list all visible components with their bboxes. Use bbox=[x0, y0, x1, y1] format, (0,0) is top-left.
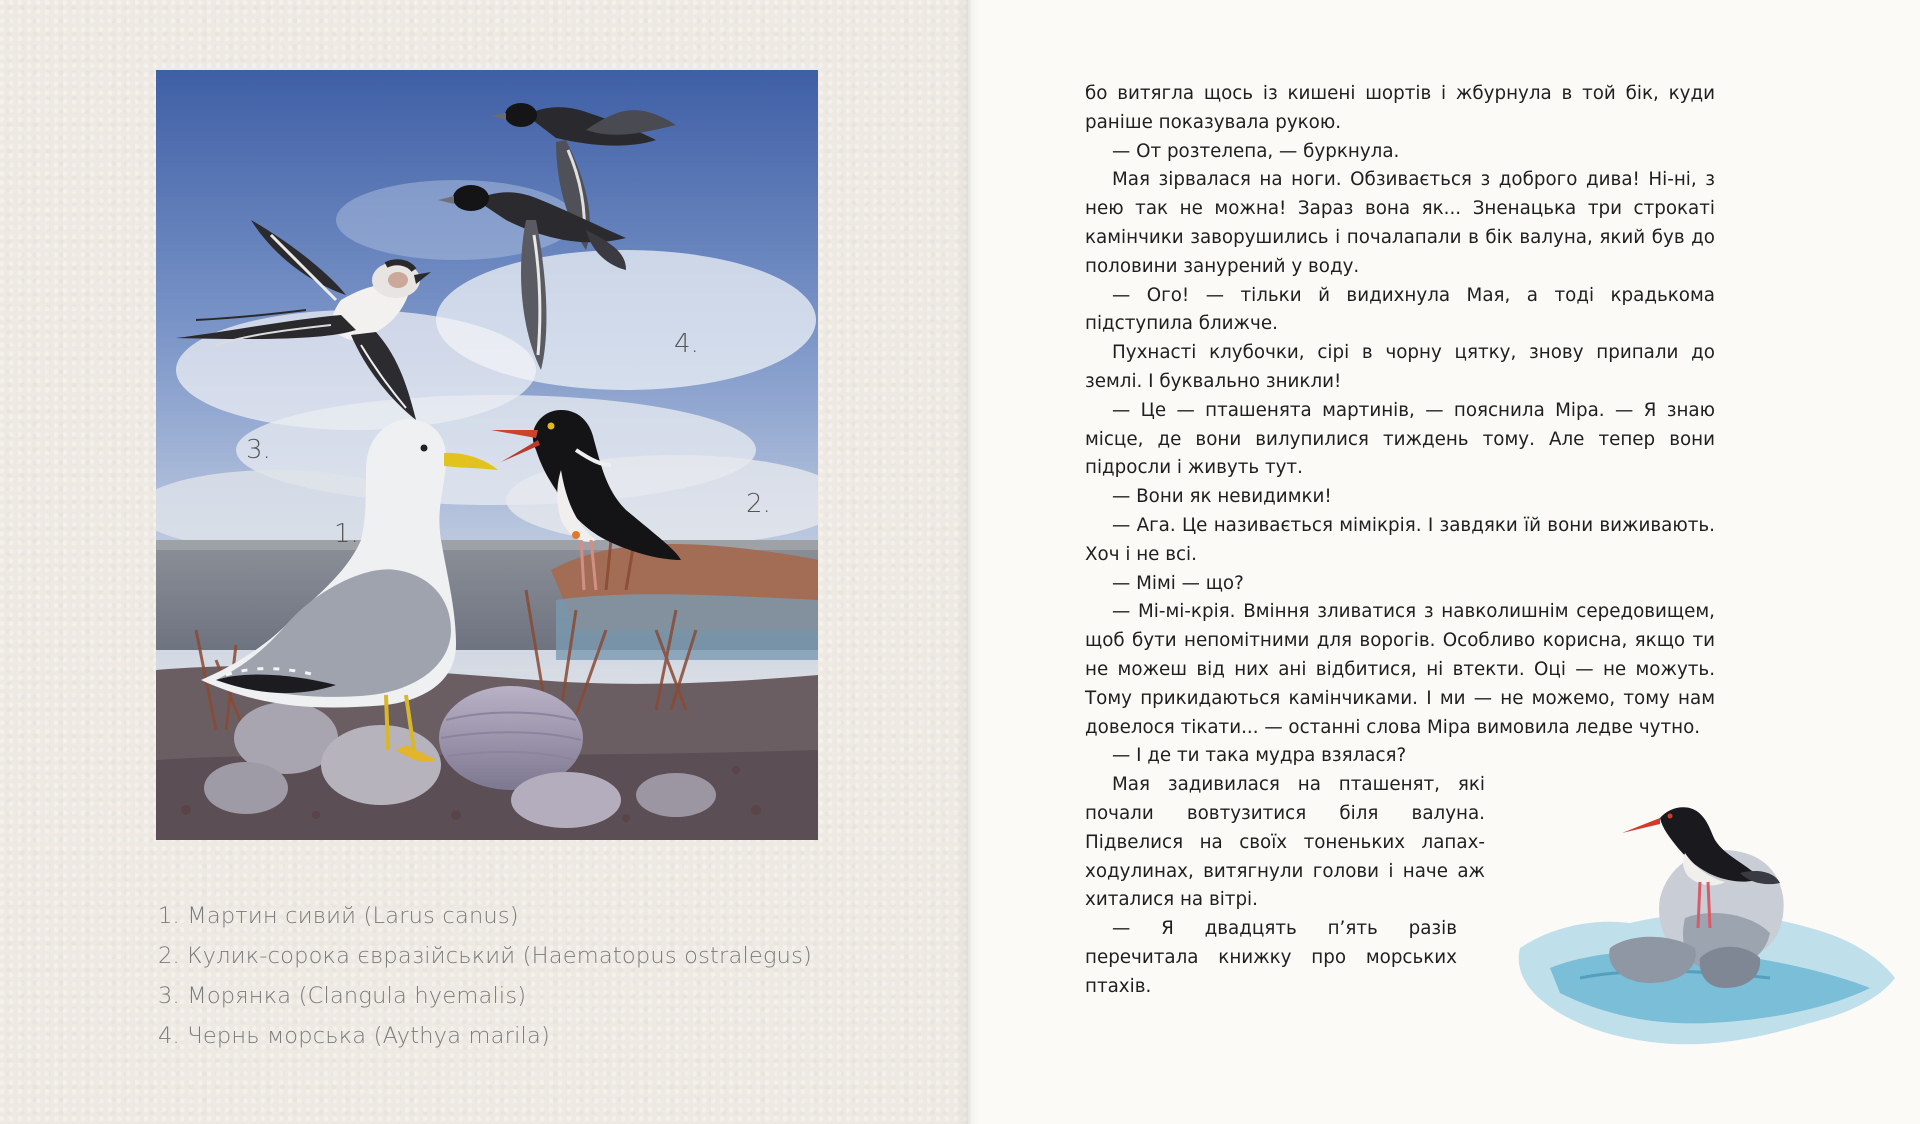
paragraph: — Мі-мі-крія. Вміння зливатися з навколишнім середовищем, щоб бути непомітними для ворогів. Особливо корисна, якщо ти не можеш від них ані відбитися, ні втекти. Оці — не можуть. Тому прикидаються камінчиками. І ми — не можемо, тому нам довелося тікати... — останні слова Міра вимовила ледве чутно. bbox=[1085, 601, 1715, 738]
book-gutter bbox=[958, 0, 980, 1124]
oystercatcher-on-rock-illustration bbox=[1510, 798, 1902, 1098]
paragraph: — Ага. Це називається мімікрія. І завдяки їй вони виживають. Хоч і не всі. bbox=[1085, 514, 1715, 565]
bird-label-2: 2. bbox=[746, 489, 771, 519]
caption-item: 1. Мартин сивий (Larus canus) bbox=[158, 903, 519, 929]
paragraph: — Мімі — що? bbox=[1112, 572, 1244, 594]
bird-label-4: 4. bbox=[674, 329, 699, 359]
paragraph: — От розтелепа, — буркнула. bbox=[1112, 140, 1400, 162]
caption-item: 2. Кулик-сорока євразійський (Haematopus ostralegus) bbox=[158, 943, 813, 969]
seabirds-illustration bbox=[156, 70, 818, 840]
species-caption-list bbox=[158, 896, 878, 1056]
paragraph: — Ого! — тільки й видихнула Мая, а тоді крадькома підступила ближче. bbox=[1085, 284, 1715, 335]
paragraph: Пухнасті клубочки, сірі в чорну цятку, знову припали до землі. І буквально зникли! bbox=[1085, 342, 1715, 392]
paragraph: — Вони як невидимки! bbox=[1112, 486, 1332, 508]
paragraph: Мая задивилася на пташенят, які почали вовтузитися біля валуна. Підвелися на своїх тоненьких лапах-ходулинах, витягнули голови і наче аж хиталися на вітрі. bbox=[1085, 774, 1485, 911]
caption-item: 3. Морянка (Clangula hyemalis) bbox=[158, 983, 527, 1009]
paragraph: — Це — пташенята мартинів, — пояснила Міра. — Я знаю місце, де вони вилупилися тиждень тому. Але тепер вони підросли і живуть тут. bbox=[1085, 399, 1715, 479]
paragraph: — Я двадцять п’ять разів перечитала книжку про морських птахів. bbox=[1085, 918, 1457, 997]
paragraph: бо витягла щось із кишені шортів і жбурнула в той бік, куди раніше показувала рукою. bbox=[1085, 83, 1715, 133]
paragraph: — І де ти така мудра взялася? bbox=[1112, 745, 1407, 767]
bird-label-3: 3. bbox=[246, 435, 271, 465]
caption-item: 4. Чернь морська (Aythya marila) bbox=[158, 1023, 550, 1049]
bird-label-1: 1. bbox=[334, 519, 359, 549]
paragraph: Мая зірвалася на ноги. Обзивається з доброго дива! Ні-ні, з нею так не можна! Зараз вона як... Зненацька три строкаті камінчики заворушились і почалапали в бік валуна, який був до половини занурений у воду. bbox=[1085, 169, 1715, 277]
